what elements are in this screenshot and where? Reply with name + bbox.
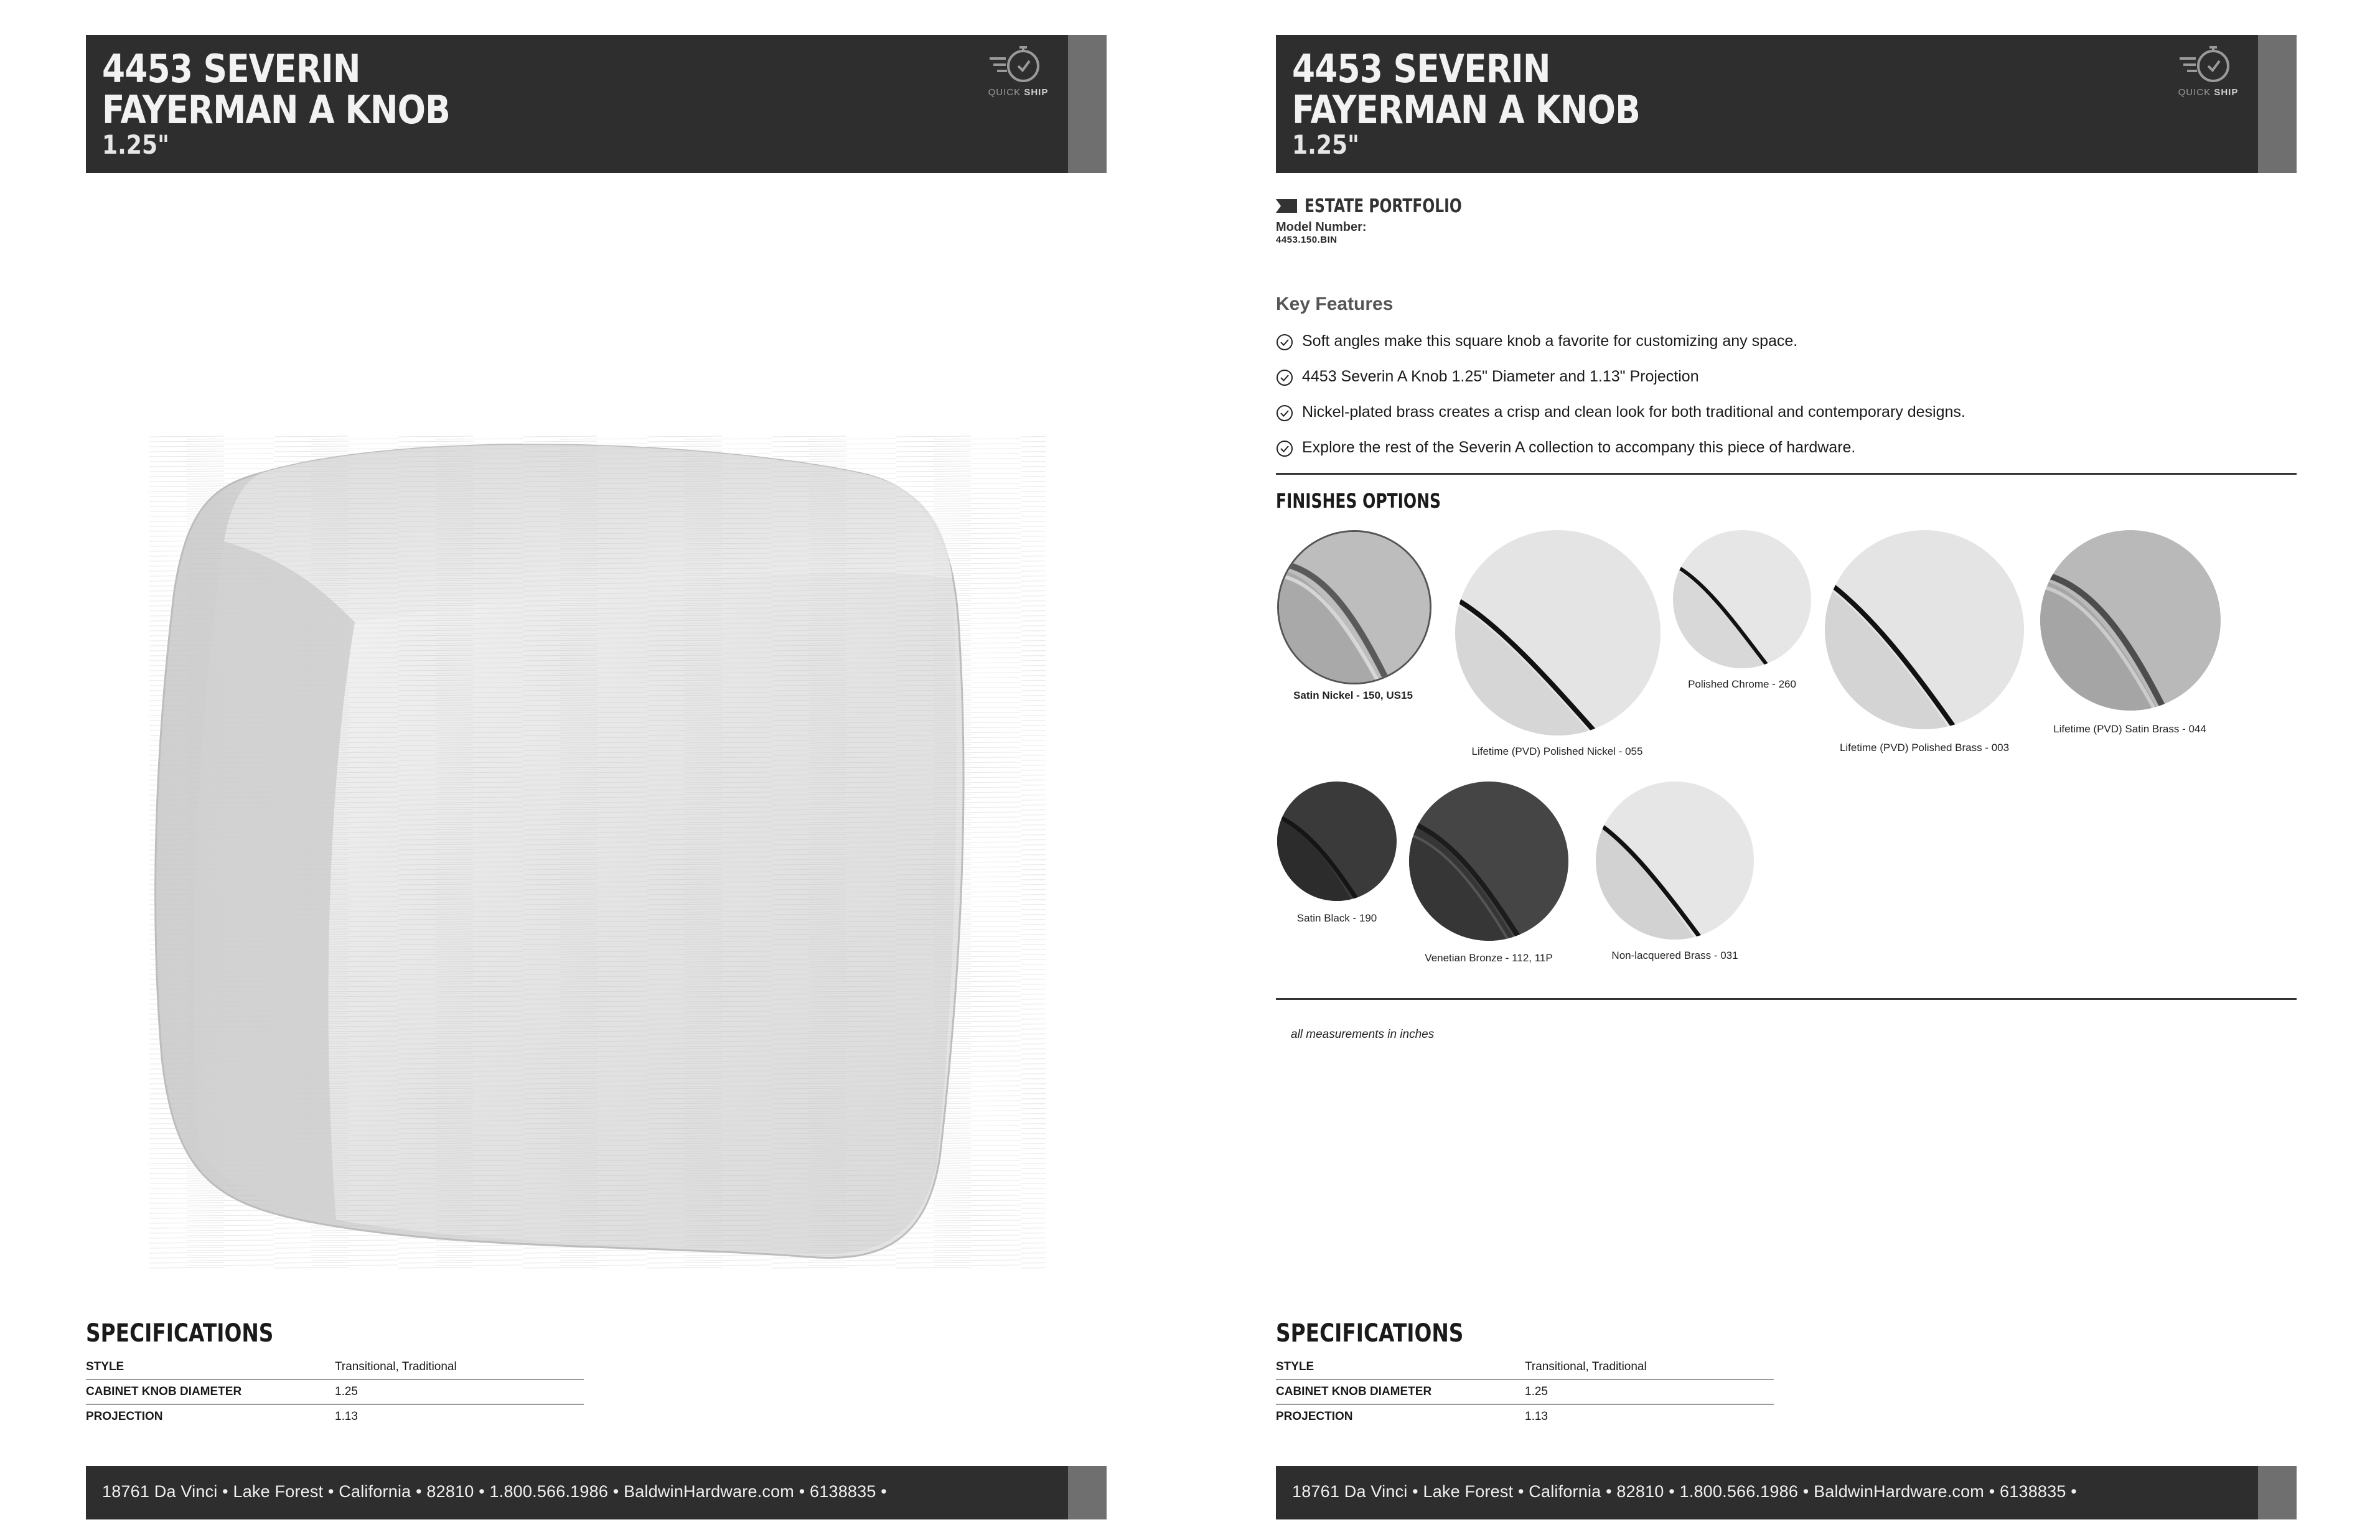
spec-value: Transitional, Traditional bbox=[1525, 1360, 1647, 1373]
header-accent-strip bbox=[2258, 35, 2297, 173]
finish-label: Lifetime (PVD) Polished Nickel - 055 bbox=[1471, 745, 1643, 757]
feature-text: 4453 Severin A Knob 1.25" Diameter and 1.13" Projection bbox=[1302, 368, 1699, 385]
page-footer bbox=[1276, 1466, 2297, 1519]
quick-ship-text: QUICK SHIP bbox=[988, 87, 1049, 98]
spec-label: CABINET KNOB DIAMETER bbox=[1276, 1385, 1432, 1398]
page-footer bbox=[86, 1466, 1107, 1519]
product-header bbox=[86, 35, 1107, 173]
finish-label: Lifetime (PVD) Polished Brass - 003 bbox=[1839, 742, 2010, 754]
product-title-line1: 4453 SEVERIN bbox=[1292, 46, 1550, 91]
stopwatch-icon bbox=[987, 42, 1044, 86]
finish-swatch-polished-chrome[interactable] bbox=[1673, 530, 1811, 668]
finish-label: Venetian Bronze - 112, 11P bbox=[1425, 952, 1553, 964]
measurement-note: all measurements in inches bbox=[1291, 1028, 1435, 1041]
spec-label: CABINET KNOB DIAMETER bbox=[86, 1385, 242, 1398]
quick-ship-text: QUICK SHIP bbox=[2178, 87, 2239, 98]
specifications-heading: SPECIFICATIONS bbox=[86, 1319, 274, 1348]
model-number: 4453.150.BIN bbox=[1276, 235, 1338, 245]
check-circle-icon bbox=[1276, 334, 1293, 351]
finish-swatch-satin-black[interactable] bbox=[1277, 782, 1397, 901]
check-circle-icon bbox=[1276, 440, 1293, 457]
footer-address: 18761 Da Vinci • Lake Forest • California • 82810 • 1.800.566.1986 • BaldwinHardware.com • 6138835 • bbox=[1292, 1482, 2077, 1501]
spec-row bbox=[1276, 1380, 1774, 1405]
finish-swatch-venetian-bronze[interactable] bbox=[1409, 782, 1568, 941]
header-accent-strip bbox=[1068, 35, 1107, 173]
footer-accent-strip bbox=[1068, 1466, 1107, 1519]
stopwatch-icon bbox=[2177, 42, 2234, 86]
spec-row bbox=[86, 1405, 584, 1429]
product-size: 1.25" bbox=[1292, 129, 1359, 160]
spec-label: PROJECTION bbox=[1276, 1410, 1353, 1423]
section-divider bbox=[1276, 473, 2297, 475]
quick-ship-badge bbox=[981, 42, 1049, 105]
check-circle-icon bbox=[1276, 404, 1293, 422]
spec-value: 1.13 bbox=[335, 1410, 358, 1423]
portfolio-name: ESTATE PORTFOLIO bbox=[1305, 195, 1462, 217]
flag-icon bbox=[1276, 199, 1297, 213]
feature-text: Soft angles make this square knob a favorite for customizing any space. bbox=[1302, 332, 1798, 350]
specifications-table bbox=[1276, 1319, 1774, 1429]
finish-label: Satin Black - 190 bbox=[1296, 912, 1377, 924]
right-page bbox=[1190, 0, 2380, 1540]
feature-text: Nickel-plated brass creates a crisp and clean look for both traditional and contemporary designs. bbox=[1302, 403, 1965, 421]
finishes-title: FINISHES OPTIONS bbox=[1276, 489, 1441, 513]
quick-ship-badge bbox=[2171, 42, 2239, 105]
spec-row bbox=[1276, 1355, 1774, 1380]
spec-row bbox=[86, 1355, 584, 1380]
finish-swatch-satin-nickel[interactable] bbox=[1277, 530, 1431, 684]
check-circle-icon bbox=[1276, 369, 1293, 386]
product-header bbox=[1276, 35, 2297, 173]
spec-value: 1.25 bbox=[335, 1385, 358, 1398]
product-title-line1: 4453 SEVERIN bbox=[102, 46, 360, 91]
finish-label: Satin Nickel - 150, US15 bbox=[1293, 689, 1413, 701]
spec-value: 1.13 bbox=[1525, 1410, 1548, 1423]
footer-accent-strip bbox=[2258, 1466, 2297, 1519]
feature-text: Explore the rest of the Severin A collection to accompany this piece of hardware. bbox=[1302, 439, 1856, 456]
specifications-heading: SPECIFICATIONS bbox=[1276, 1319, 1464, 1348]
spec-value: 1.25 bbox=[1525, 1385, 1548, 1398]
finish-swatch-polished-brass[interactable] bbox=[1825, 530, 2024, 729]
spec-label: STYLE bbox=[1276, 1360, 1314, 1373]
model-number-label: Model Number: bbox=[1276, 220, 1367, 234]
spec-label: STYLE bbox=[86, 1360, 124, 1373]
product-title bbox=[102, 46, 450, 133]
specifications-table bbox=[86, 1319, 584, 1429]
product-title-line2: FAYERMAN A KNOB bbox=[102, 87, 450, 133]
finish-swatch-non-lacquered-brass[interactable] bbox=[1596, 782, 1754, 940]
finish-label: Lifetime (PVD) Satin Brass - 044 bbox=[2053, 723, 2206, 735]
spec-value: Transitional, Traditional bbox=[335, 1360, 457, 1373]
section-divider bbox=[1276, 998, 2297, 1000]
finish-swatch-polished-nickel[interactable] bbox=[1455, 530, 1661, 735]
spec-label: PROJECTION bbox=[86, 1410, 163, 1423]
spec-row bbox=[1276, 1405, 1774, 1429]
finish-label: Non-lacquered Brass - 031 bbox=[1611, 950, 1738, 961]
finish-swatch-satin-brass[interactable] bbox=[2040, 530, 2221, 711]
finish-label: Polished Chrome - 260 bbox=[1688, 678, 1796, 690]
key-features-title: Key Features bbox=[1276, 294, 1394, 314]
product-title bbox=[1292, 46, 1640, 133]
product-title-line2: FAYERMAN A KNOB bbox=[1292, 87, 1640, 133]
spec-row bbox=[86, 1380, 584, 1405]
footer-address: 18761 Da Vinci • Lake Forest • California • 82810 • 1.800.566.1986 • BaldwinHardware.com • 6138835 • bbox=[102, 1482, 887, 1501]
product-image bbox=[149, 436, 1046, 1269]
product-size: 1.25" bbox=[102, 129, 169, 160]
